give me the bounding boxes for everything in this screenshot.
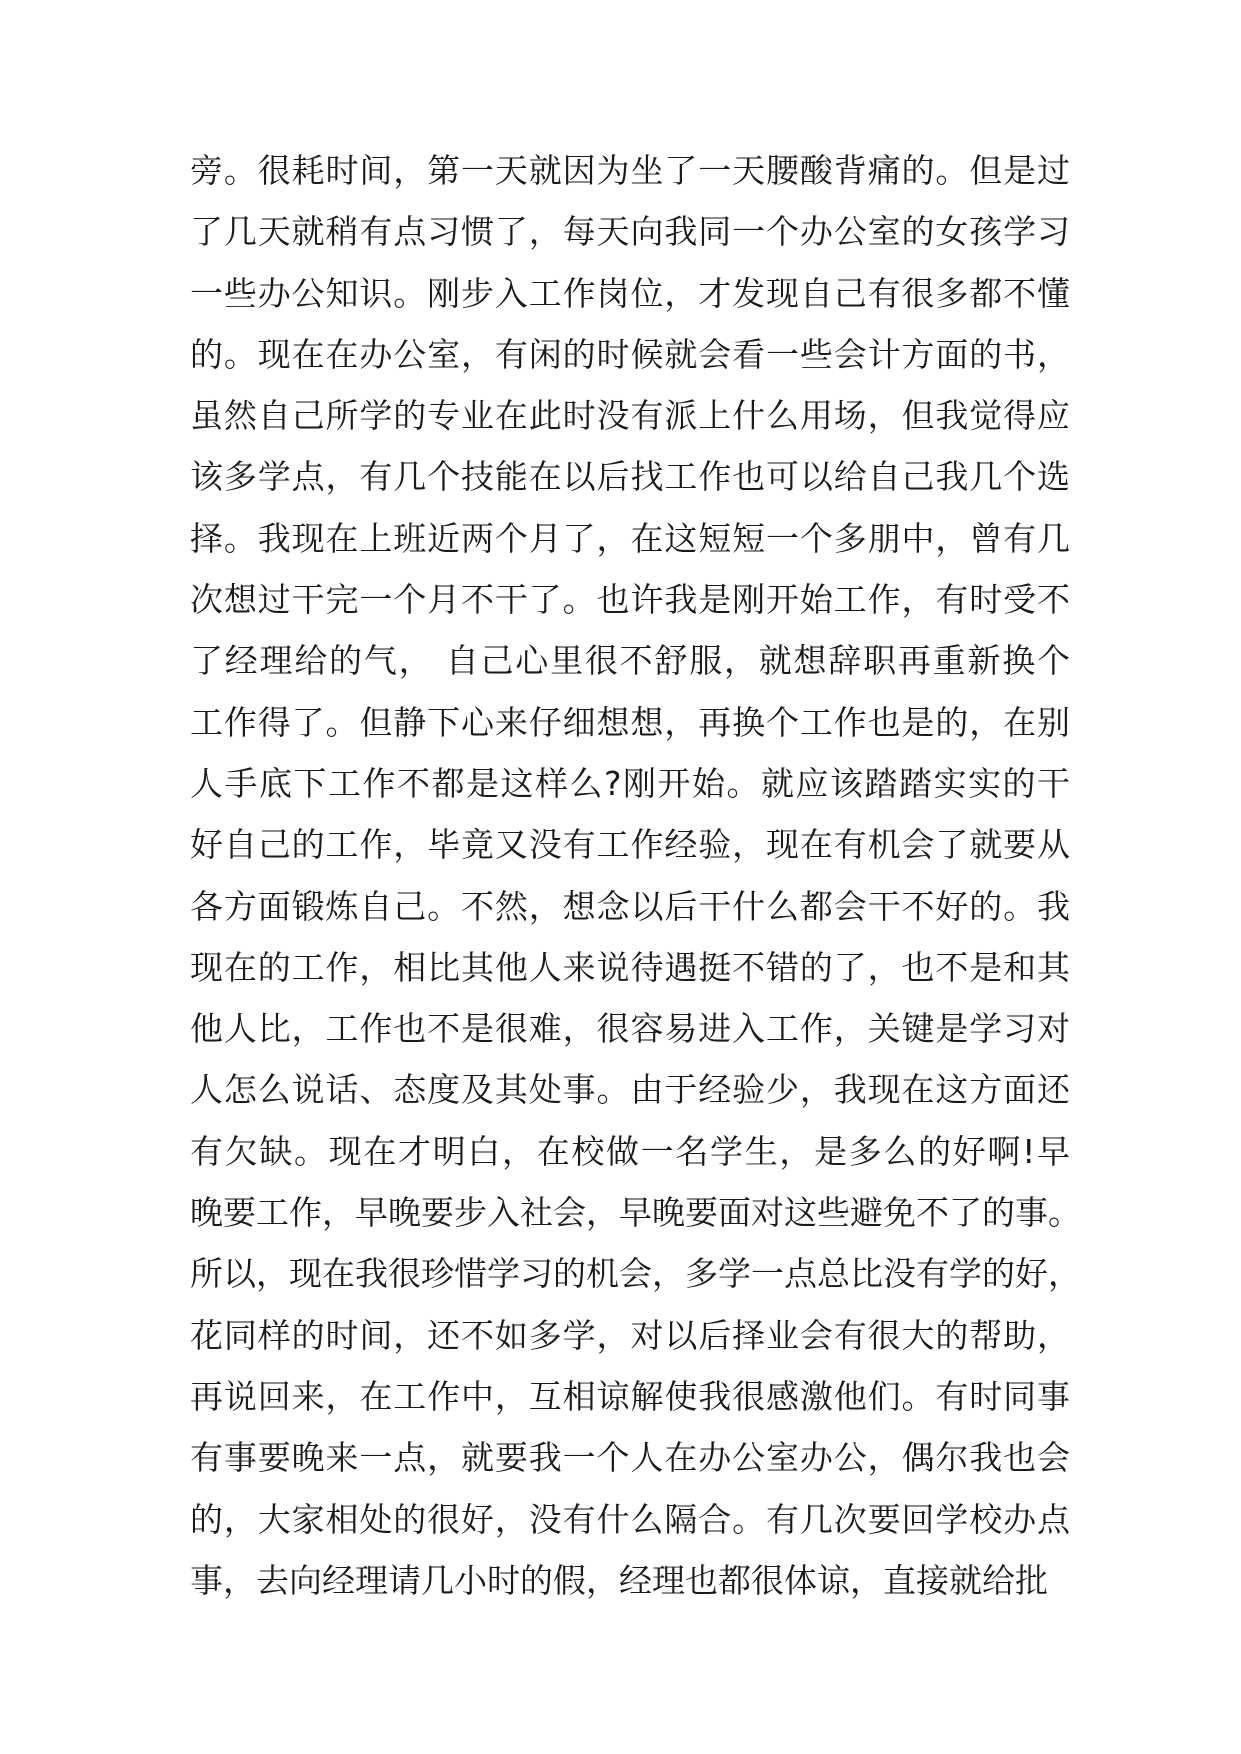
text-line: 事，去向经理请几小时的假，经理也都很体谅，直接就给批	[190, 1560, 1048, 1600]
text-line: 他人比，工作也不是很难，很容易进入工作，关键是学习对	[190, 1009, 1070, 1049]
text-line: 现在的工作，相比其他人来说待遇挺不错的了，也不是和其	[190, 947, 1070, 987]
text-line: 有欠缺。现在才明白，在校做一名学生，是多么的好啊!早	[190, 1131, 1070, 1171]
text-line: 再说回来，在工作中，互相谅解使我很感激他们。有时同事	[190, 1376, 1070, 1416]
text-line: 花同样的时间，还不如多学，对以后择业会有很大的帮助，	[190, 1315, 1070, 1355]
text-line: 工作得了。但静下心来仔细想想，再换个工作也是的，在别	[190, 702, 1070, 742]
body-text	[190, 140, 1081, 1611]
text-line: 好自己的工作，毕竟又没有工作经验，现在有机会了就要从	[190, 825, 1070, 865]
text-line: 有事要晚来一点，就要我一个人在办公室办公，偶尔我也会	[190, 1438, 1070, 1478]
text-line: 择。我现在上班近两个月了，在这短短一个多朋中，曾有几	[190, 518, 1070, 558]
text-line: 虽然自己所学的专业在此时没有派上什么用场，但我觉得应	[190, 396, 1070, 436]
text-line: 的。现在在办公室，有闲的时候就会看一些会计方面的书，	[190, 334, 1070, 374]
text-line: 各方面锻炼自己。不然，想念以后干什么都会干不好的。我	[190, 886, 1070, 926]
text-line: 晚要工作，早晚要步入社会，早晚要面对这些避免不了的事。	[190, 1193, 1081, 1233]
text-line: 了几天就稍有点习惯了，每天向我同一个办公室的女孩学习	[190, 212, 1070, 252]
text-line: 的，大家相处的很好，没有什么隔合。有几次要回学校办点	[190, 1499, 1070, 1539]
text-line: 人怎么说话、态度及其处事。由于经验少，我现在这方面还	[190, 1070, 1070, 1110]
text-line: 旁。很耗时间，第一天就因为坐了一天腰酸背痛的。但是过	[190, 151, 1070, 190]
text-line: 该多学点，有几个技能在以后找工作也可以给自己我几个选	[190, 457, 1070, 497]
text-line: 人手底下工作不都是这样么?刚开始。就应该踏踏实实的干	[190, 763, 1070, 803]
text-line: 所以，现在我很珍惜学习的机会，多学一点总比没有学的好，	[190, 1254, 1081, 1294]
text-line: 次想过干完一个月不干了。也许我是刚开始工作，有时受不	[190, 580, 1070, 620]
text-line: 一些办公知识。刚步入工作岗位，才发现自己有很多都不懂	[190, 273, 1070, 313]
text-line: 了经理给的气， 自己心里很不舒服，就想辞职再重新换个	[190, 641, 1070, 681]
